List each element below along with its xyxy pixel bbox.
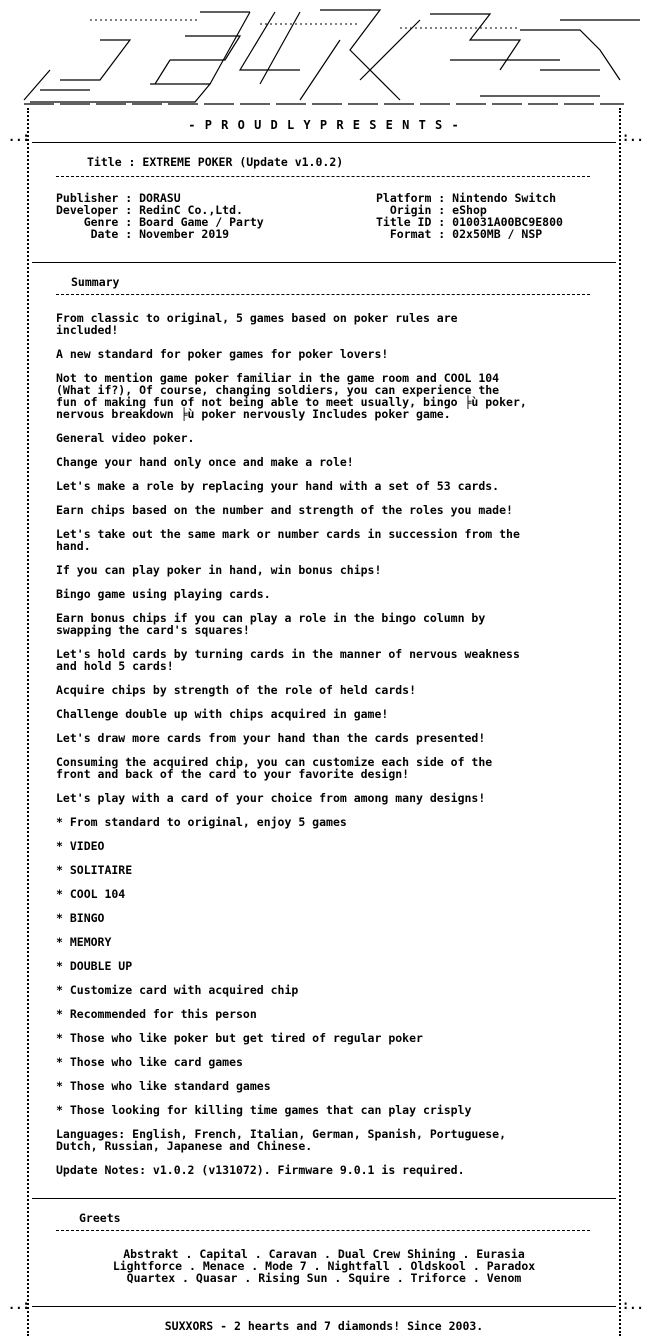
summary-line: Let's make a role by replacing your hand with a set of 53 cards. [56, 479, 500, 493]
greets-line: Lightforce . Menace . Mode 7 . Nightfall . Oldskool . Paradox [112, 1259, 536, 1273]
info-value: 02x50MB / NSP [452, 227, 543, 241]
summary-line: * Those looking for killing time games that can play crisply [56, 1103, 472, 1117]
divider [56, 176, 590, 177]
summary-line: * Those who like poker but get tired of regular poker [56, 1031, 423, 1045]
summary-line: * SOLITAIRE [56, 863, 133, 877]
summary-line: hand. [56, 539, 91, 553]
greets-line: Quartex . Quasar . Rising Sun . Squire . Triforce . Venom [126, 1271, 522, 1285]
summary-line: * MEMORY [56, 935, 112, 949]
summary-line: Dutch, Russian, Japanese and Chinese. [56, 1139, 313, 1153]
summary-line: Let's draw more cards from your hand than the cards presented! [56, 731, 486, 745]
info-label: Genre : [56, 215, 140, 229]
summary-line: swapping the card's squares! [56, 623, 250, 637]
divider [32, 1198, 616, 1199]
summary-line: Languages: English, French, Italian, German, Spanish, Portuguese, [56, 1127, 507, 1141]
info-value: Board Game / Party [139, 215, 264, 229]
summary-line: Earn bonus chips if you can play a role in the bingo column by [56, 611, 486, 625]
summary-line: Challenge double up with chips acquired in game! [56, 707, 389, 721]
summary-line: Acquire chips by strength of the role of held cards! [56, 683, 417, 697]
summary-line: * BINGO [56, 911, 105, 925]
summary-line: A new standard for poker games for poker lovers! [56, 347, 389, 361]
info-row [376, 228, 542, 240]
frame-right-border [619, 108, 621, 1336]
summary-line: * From standard to original, enjoy 5 games [56, 815, 347, 829]
info-row [56, 228, 229, 240]
summary-line: included! [56, 323, 119, 337]
summary-line: Not to mention game poker familiar in the game room and COOL 104 [56, 371, 500, 385]
summary-line: If you can play poker in hand, win bonus chips! [56, 563, 382, 577]
info-value: November 2019 [139, 227, 230, 241]
summary-line: * COOL 104 [56, 887, 126, 901]
summary-line: Change your hand only once and make a role! [56, 455, 354, 469]
footer-text: SUXXORS - 2 hearts and 7 diamonds! Since 2003. [164, 1319, 484, 1333]
frame-corner-dots: ..: [8, 1298, 30, 1312]
info-label: Date : [56, 227, 140, 241]
summary-line: (What if?), Of course, changing soldiers, you can experience the [56, 383, 500, 397]
presents-banner: - P R O U D L Y P R E S E N T S - [188, 118, 460, 132]
info-value: 010031A00BC9E800 [452, 215, 563, 229]
summary-line: General video poker. [56, 431, 195, 445]
info-label: Publisher : [56, 191, 140, 205]
divider [32, 1306, 616, 1307]
summary-line: * Customize card with acquired chip [56, 983, 299, 997]
info-value: RedinC Co.,Ltd. [139, 203, 243, 217]
summary-line: Let's play with a card of your choice from among many designs! [56, 791, 486, 805]
frame-corner-dots: ..: [8, 130, 30, 144]
summary-line: fun of making fun of not being able to meet usually, bingo ╞ù poker, [56, 395, 527, 409]
info-label: Origin : [376, 203, 453, 217]
divider [56, 294, 590, 295]
summary-line: * Recommended for this person [56, 1007, 257, 1021]
summary-line: nervous breakdown ╞ù poker nervously Includes poker game. [56, 407, 451, 421]
summary-line: * DOUBLE UP [56, 959, 133, 973]
frame-corner-dots: :.. [622, 1298, 644, 1312]
summary-line: Update Notes: v1.0.2 (v131072). Firmware 9.0.1 is required. [56, 1163, 465, 1177]
frame-left-border [27, 108, 29, 1336]
info-label: Title ID : [376, 215, 453, 229]
summary-line: Consuming the acquired chip, you can customize each side of the [56, 755, 493, 769]
info-value: Nintendo Switch [452, 191, 557, 205]
summary-heading: Summary [71, 275, 120, 289]
greets-line: Abstrakt . Capital . Caravan . Dual Crew Shining . Eurasia [123, 1247, 525, 1261]
info-label: Format : [376, 227, 453, 241]
summary-line: Let's take out the same mark or number cards in succession from the [56, 527, 520, 541]
summary-line: Bingo game using playing cards. [56, 587, 271, 601]
summary-line: From classic to original, 5 games based on poker rules are [56, 311, 458, 325]
summary-line: * VIDEO [56, 839, 105, 853]
divider [32, 142, 616, 143]
info-label: Developer : [56, 203, 140, 217]
frame-corner-dots: :.. [622, 130, 644, 144]
info-value: DORASU [139, 191, 181, 205]
summary-line: * Those who like standard games [56, 1079, 271, 1093]
summary-line: * Those who like card games [56, 1055, 243, 1069]
summary-line: and hold 5 cards! [56, 659, 174, 673]
summary-line: front and back of the card to your favorite design! [56, 767, 410, 781]
ascii-logo [0, 0, 648, 108]
info-value: eShop [452, 203, 487, 217]
divider [56, 1230, 590, 1231]
release-title: Title : EXTREME POKER (Update v1.0.2) [87, 155, 344, 169]
summary-line: Earn chips based on the number and strength of the roles you made! [56, 503, 513, 517]
summary-line: Let's hold cards by turning cards in the manner of nervous weakness [56, 647, 520, 661]
greets-heading: Greets [79, 1211, 121, 1225]
info-label: Platform : [376, 191, 453, 205]
divider [32, 262, 616, 263]
